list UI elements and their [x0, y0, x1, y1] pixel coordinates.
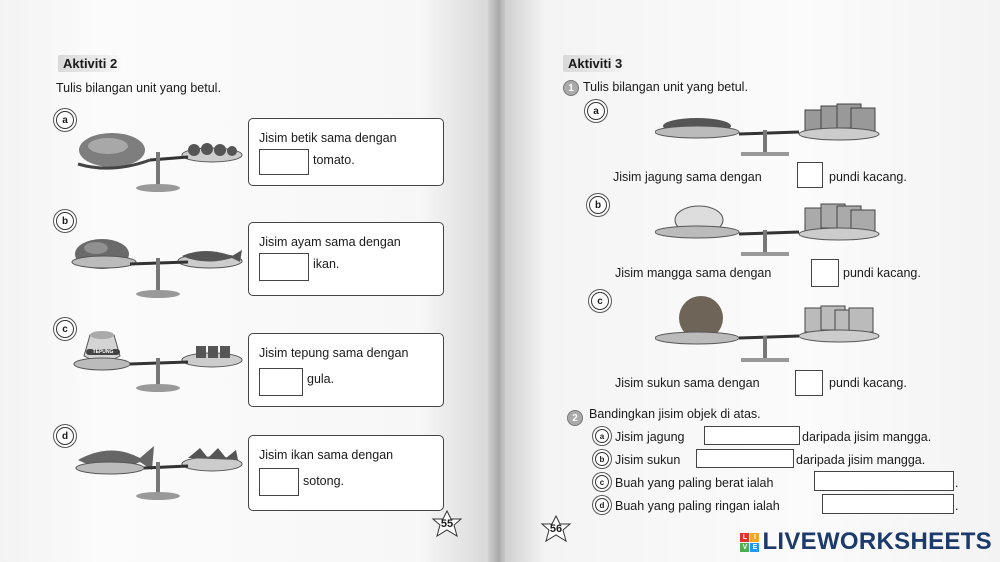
right-item-a-answer-box[interactable] — [797, 162, 823, 188]
item-d-marker: d — [56, 427, 74, 445]
scale-corn-packets-image — [655, 100, 895, 162]
right-item-c-marker: c — [591, 292, 609, 310]
compare-d-marker: d — [595, 498, 609, 512]
item-d-answer-box[interactable] — [259, 468, 299, 496]
question-1-number: 1 — [563, 80, 579, 96]
scale-fish-squid-image — [70, 430, 250, 502]
logo-letter-v: V — [740, 543, 749, 552]
compare-b-marker: b — [595, 452, 609, 466]
page-number-55 — [430, 510, 464, 538]
item-c-marker: c — [56, 320, 74, 338]
right-item-b-after: pundi kacang. — [843, 266, 921, 280]
logo-letter-l: L — [740, 533, 749, 542]
compare-b-before: Jisim sukun — [615, 453, 681, 467]
item-a-marker: a — [56, 111, 74, 129]
right-page — [505, 0, 1000, 562]
compare-c-answer-box[interactable] — [814, 471, 954, 491]
page-number-56-text: 56 — [549, 523, 563, 535]
compare-a-answer-box[interactable] — [704, 426, 800, 445]
item-a-card — [248, 118, 444, 186]
question-1-instruction: Tulis bilangan unit yang betul. — [583, 80, 748, 94]
compare-a-marker: a — [595, 429, 609, 443]
scale-flour-sugar-drawing — [70, 320, 250, 392]
item-b-card — [248, 222, 444, 296]
activity-3-heading: Aktiviti 3 — [563, 55, 627, 72]
compare-b-after: daripada jisim mangga. — [796, 453, 926, 467]
item-c-answer-box[interactable] — [259, 368, 303, 396]
compare-d-after: . — [955, 499, 959, 513]
compare-a-before: Jisim jagung — [615, 430, 685, 444]
item-c-unit: gula. — [307, 372, 335, 386]
item-c-card — [248, 333, 444, 407]
page-number-55-text: 55 — [440, 518, 454, 530]
right-item-a-marker: a — [587, 102, 605, 120]
right-item-c-answer-box[interactable] — [795, 370, 823, 396]
scale-mango-packets-image — [655, 196, 895, 262]
right-item-c-after: pundi kacang. — [829, 376, 907, 390]
activity-2-heading: Aktiviti 2 — [58, 55, 122, 72]
item-c-statement: Jisim tepung sama dengan — [259, 346, 409, 360]
right-item-b-before: Jisim mangga sama dengan — [615, 266, 772, 280]
left-page — [0, 0, 495, 562]
flour-bag-label: TEPUNG — [86, 349, 120, 355]
right-item-b-answer-box[interactable] — [811, 259, 839, 287]
item-b-answer-box[interactable] — [259, 253, 309, 281]
right-item-a-after: pundi kacang. — [829, 170, 907, 184]
compare-c-before: Buah yang paling berat ialah — [615, 476, 774, 490]
item-a-statement: Jisim betik sama dengan — [259, 131, 397, 145]
right-item-b-marker: b — [589, 196, 607, 214]
logo-letter-e: E — [750, 543, 759, 552]
scale-breadfruit-packets-image — [655, 296, 895, 368]
question-2-instruction: Bandingkan jisim objek di atas. — [589, 407, 761, 421]
compare-c-marker: c — [595, 475, 609, 489]
right-item-a-before: Jisim jagung sama dengan — [613, 170, 762, 184]
scale-flour-sugar-image — [70, 320, 250, 392]
item-d-card — [248, 435, 444, 511]
liveworksheets-logo-icon — [740, 533, 759, 552]
item-a-answer-box[interactable] — [259, 149, 309, 175]
compare-a-after: daripada jisim mangga. — [802, 430, 932, 444]
liveworksheets-brand — [740, 528, 992, 556]
question-2-number: 2 — [567, 410, 583, 426]
logo-letter-i: I — [750, 533, 759, 542]
item-d-unit: sotong. — [303, 474, 345, 488]
right-item-c-before: Jisim sukun sama dengan — [615, 376, 760, 390]
item-b-marker: b — [56, 212, 74, 230]
item-d-statement: Jisim ikan sama dengan — [259, 448, 394, 462]
compare-d-answer-box[interactable] — [822, 494, 954, 514]
compare-c-after: . — [955, 476, 959, 490]
item-a-unit: tomato. — [313, 153, 355, 167]
liveworksheets-wordmark: LIVEWORKSHEETS — [762, 528, 992, 555]
item-b-unit: ikan. — [313, 257, 340, 271]
item-b-statement: Jisim ayam sama dengan — [259, 235, 401, 249]
page-number-56 — [539, 515, 573, 543]
compare-d-before: Buah yang paling ringan ialah — [615, 499, 780, 513]
activity-2-instruction: Tulis bilangan unit yang betul. — [56, 81, 221, 95]
compare-b-answer-box[interactable] — [696, 449, 794, 468]
scale-papaya-tomato-image — [70, 122, 250, 194]
scale-chicken-fish-image — [70, 228, 250, 300]
